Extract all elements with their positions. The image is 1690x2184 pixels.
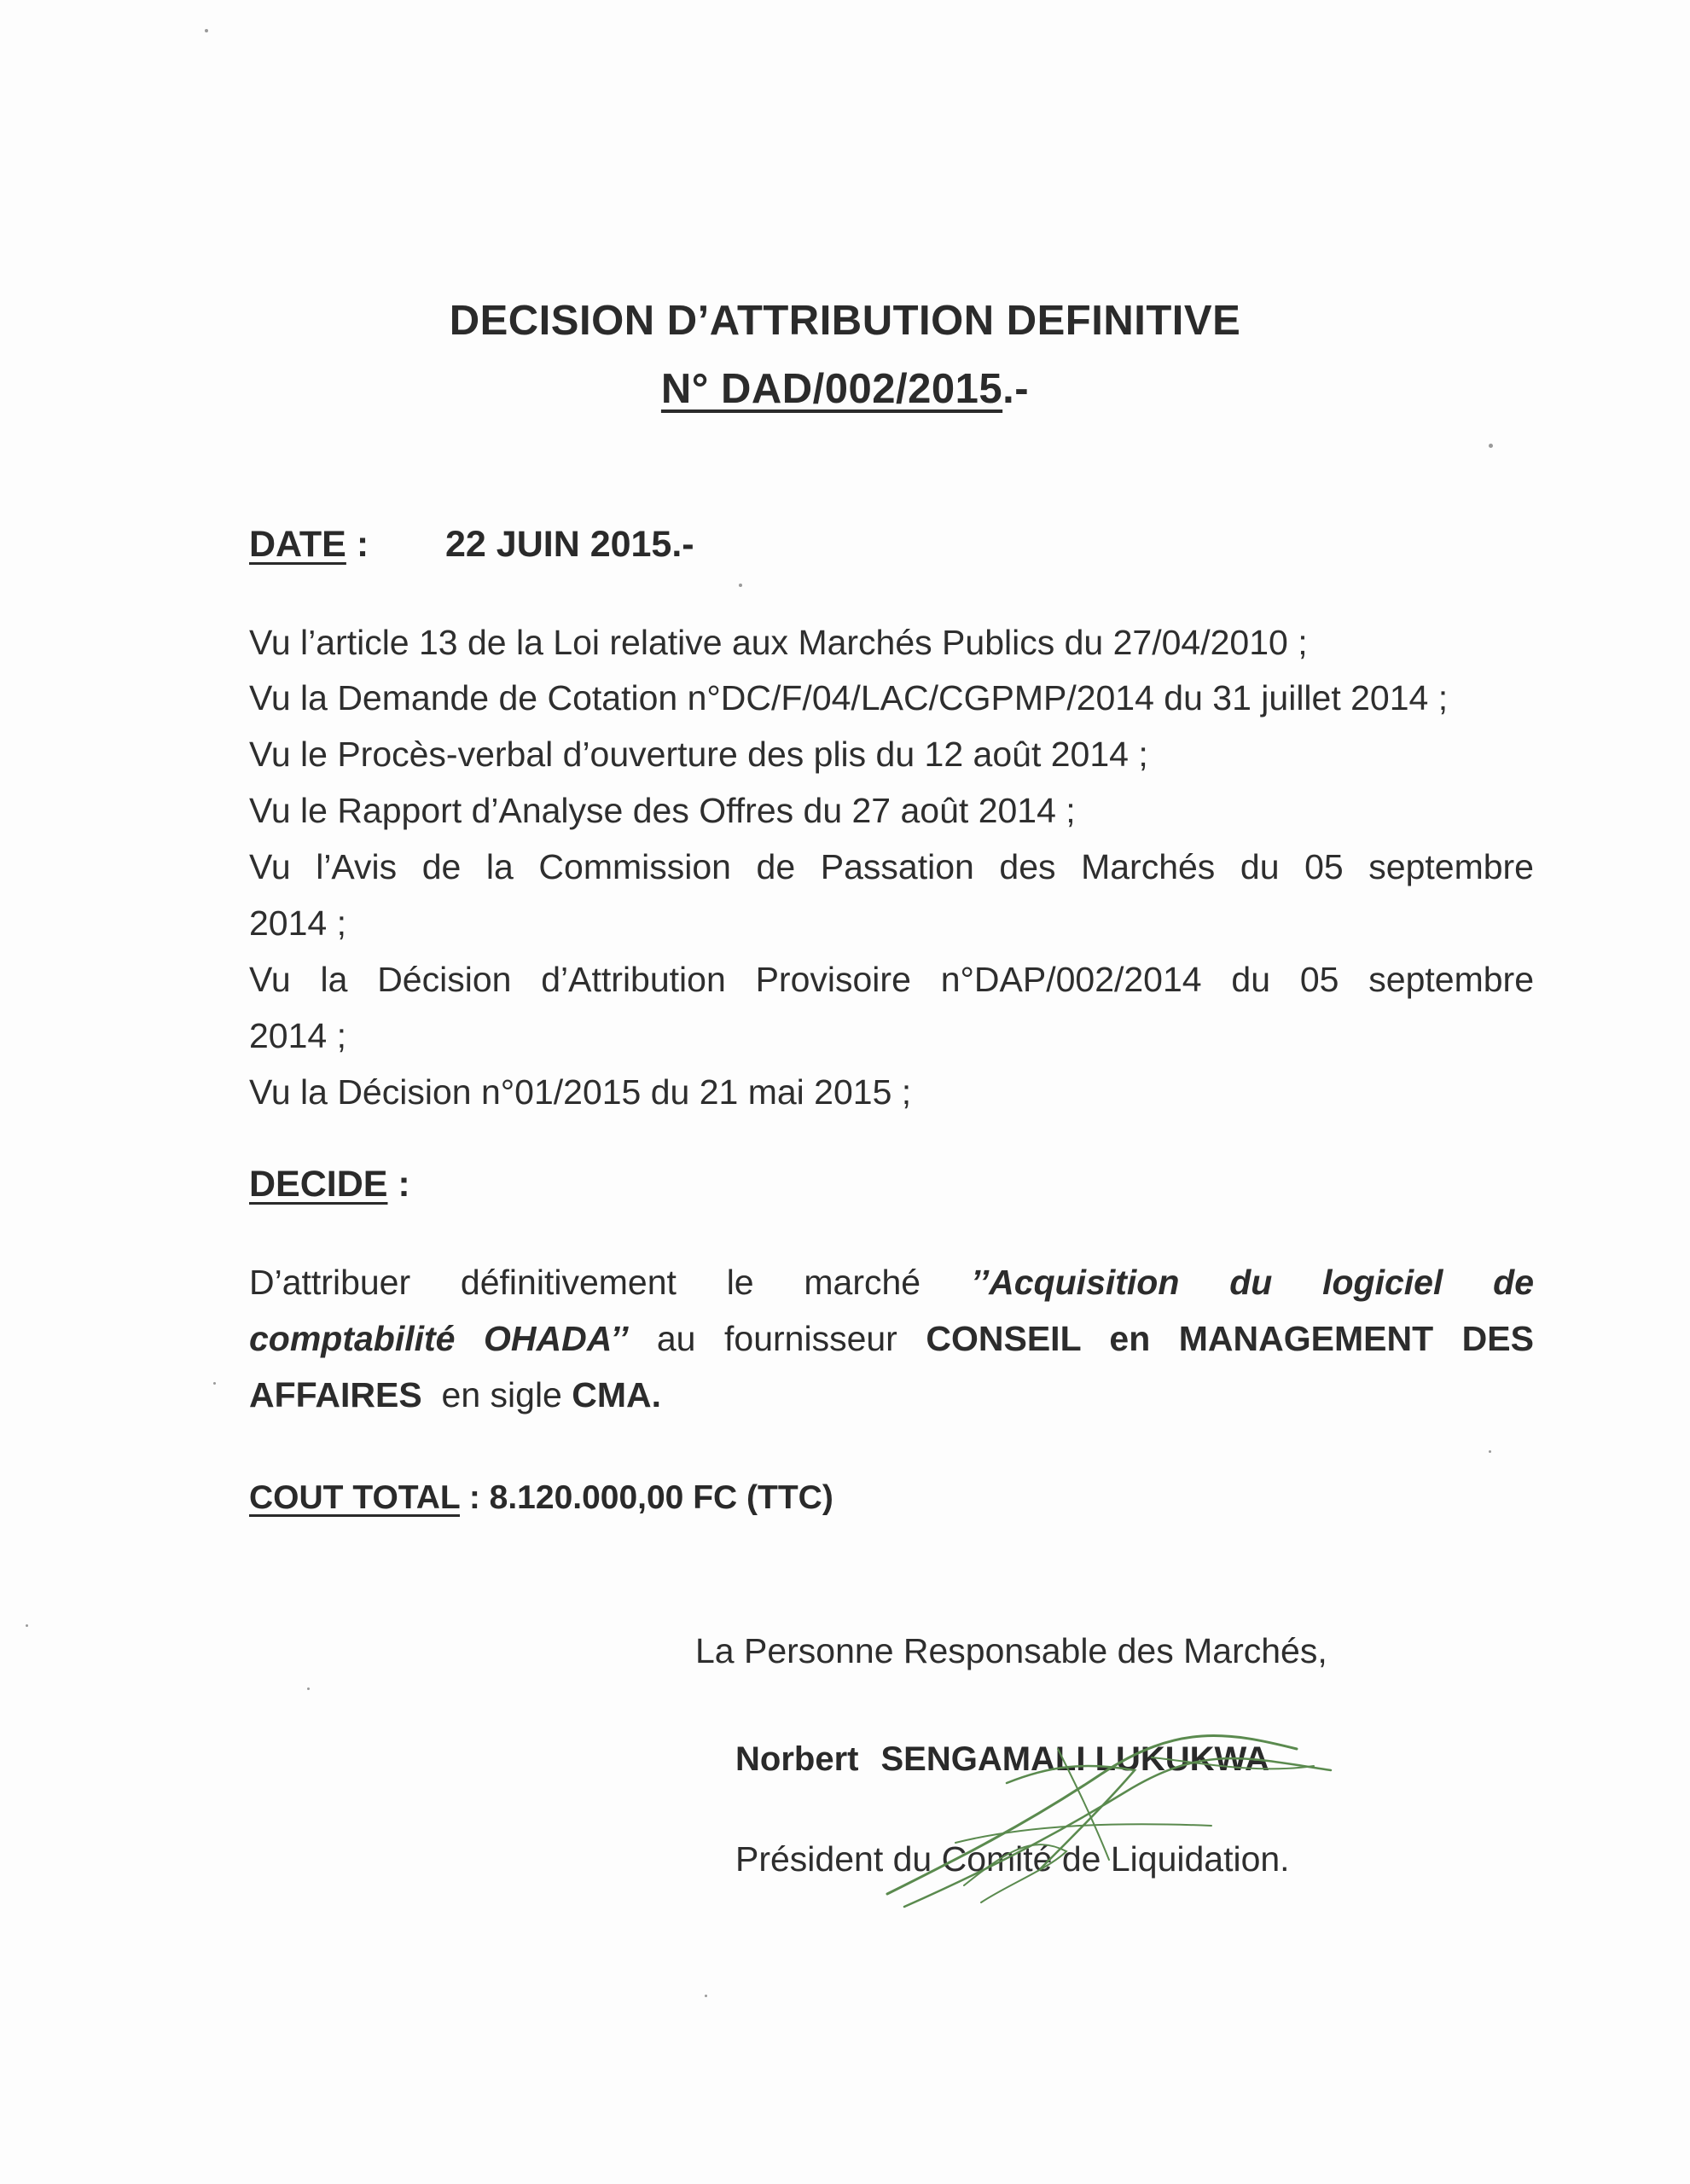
signer-last-name: SENGAMALI LUKUKWA <box>880 1740 1269 1778</box>
date-value: 22 JUIN 2015.- <box>445 524 694 565</box>
scan-speck <box>26 1624 28 1627</box>
scan-speck <box>1489 444 1493 448</box>
supplier-part1: CONSEIL en MANAGEMENT DES <box>926 1319 1534 1358</box>
scan-speck <box>705 1995 707 1997</box>
reference-suffix: .- <box>1002 366 1030 412</box>
document-title: DECISION D’ATTRIBUTION DEFINITIVE <box>449 298 1241 344</box>
decision-line-2 <box>249 1310 1534 1367</box>
supplier-acronym: CMA. <box>572 1375 662 1414</box>
consideration-item: Vu le Procès-verbal d’ouverture des plis du 12 août 2014 ; <box>249 735 1148 774</box>
decide-separator: : <box>387 1164 410 1205</box>
handwritten-signature <box>853 1723 1365 1928</box>
cost-value: : 8.120.000,00 FC (TTC) <box>460 1479 833 1516</box>
supplier-part2: AFFAIRES <box>249 1375 422 1414</box>
consideration-item: Vu l’Avis de la Commission de Passation des Marchés du 05 septembre <box>249 847 1534 886</box>
consideration-item: 2014 ; <box>249 1016 346 1055</box>
date-separator: : <box>346 524 369 565</box>
responsible-person: La Personne Responsable des Marchés, <box>695 1631 1327 1670</box>
decision-connector: au fournisseur <box>628 1319 926 1358</box>
decision-reference <box>0 365 1690 413</box>
decision-line-3 <box>249 1367 1534 1423</box>
consideration-item: Vu la Décision d’Attribution Provisoire n°DAP/002/2014 du 05 septembre <box>249 960 1534 999</box>
date-row <box>249 524 694 566</box>
scan-speck <box>205 29 208 32</box>
decide-label: DECIDE <box>249 1164 388 1205</box>
consideration-item: Vu l’article 13 de la Loi relative aux Marchés Publics du 27/04/2010 ; <box>249 623 1308 662</box>
consideration-item: 2014 ; <box>249 903 346 943</box>
scan-speck <box>1489 1450 1491 1453</box>
decision-intro: D’attribuer définitivement le marché <box>249 1263 971 1302</box>
consideration-item: Vu la Demande de Cotation n°DC/F/04/LAC/CGPMP/2014 du 31 juillet 2014 ; <box>249 678 1449 717</box>
market-title-part1: ’’Acquisition du logiciel de <box>970 1263 1534 1302</box>
reference-number: N° DAD/002/2015 <box>660 366 1003 412</box>
decide-heading <box>249 1164 410 1205</box>
consideration-item: Vu la Décision n°01/2015 du 21 mai 2015 ; <box>249 1072 912 1112</box>
scan-speck <box>739 584 742 587</box>
acronym-intro: en sigle <box>421 1375 572 1414</box>
market-title-part2: comptabilité OHADA’’ <box>249 1319 629 1358</box>
consideration-item: Vu le Rapport d’Analyse des Offres du 27 août 2014 ; <box>249 791 1076 830</box>
decision-paragraph <box>249 1254 1534 1423</box>
decision-line-1 <box>249 1254 1534 1310</box>
signer-role: Président du Comité de Liquidation. <box>735 1839 1290 1879</box>
total-cost <box>249 1479 833 1517</box>
scan-speck <box>307 1687 310 1690</box>
scan-speck <box>213 1382 216 1385</box>
date-label: DATE <box>249 524 346 565</box>
signer-first-name: Norbert <box>735 1740 859 1778</box>
cost-label: COUT TOTAL <box>249 1479 460 1516</box>
